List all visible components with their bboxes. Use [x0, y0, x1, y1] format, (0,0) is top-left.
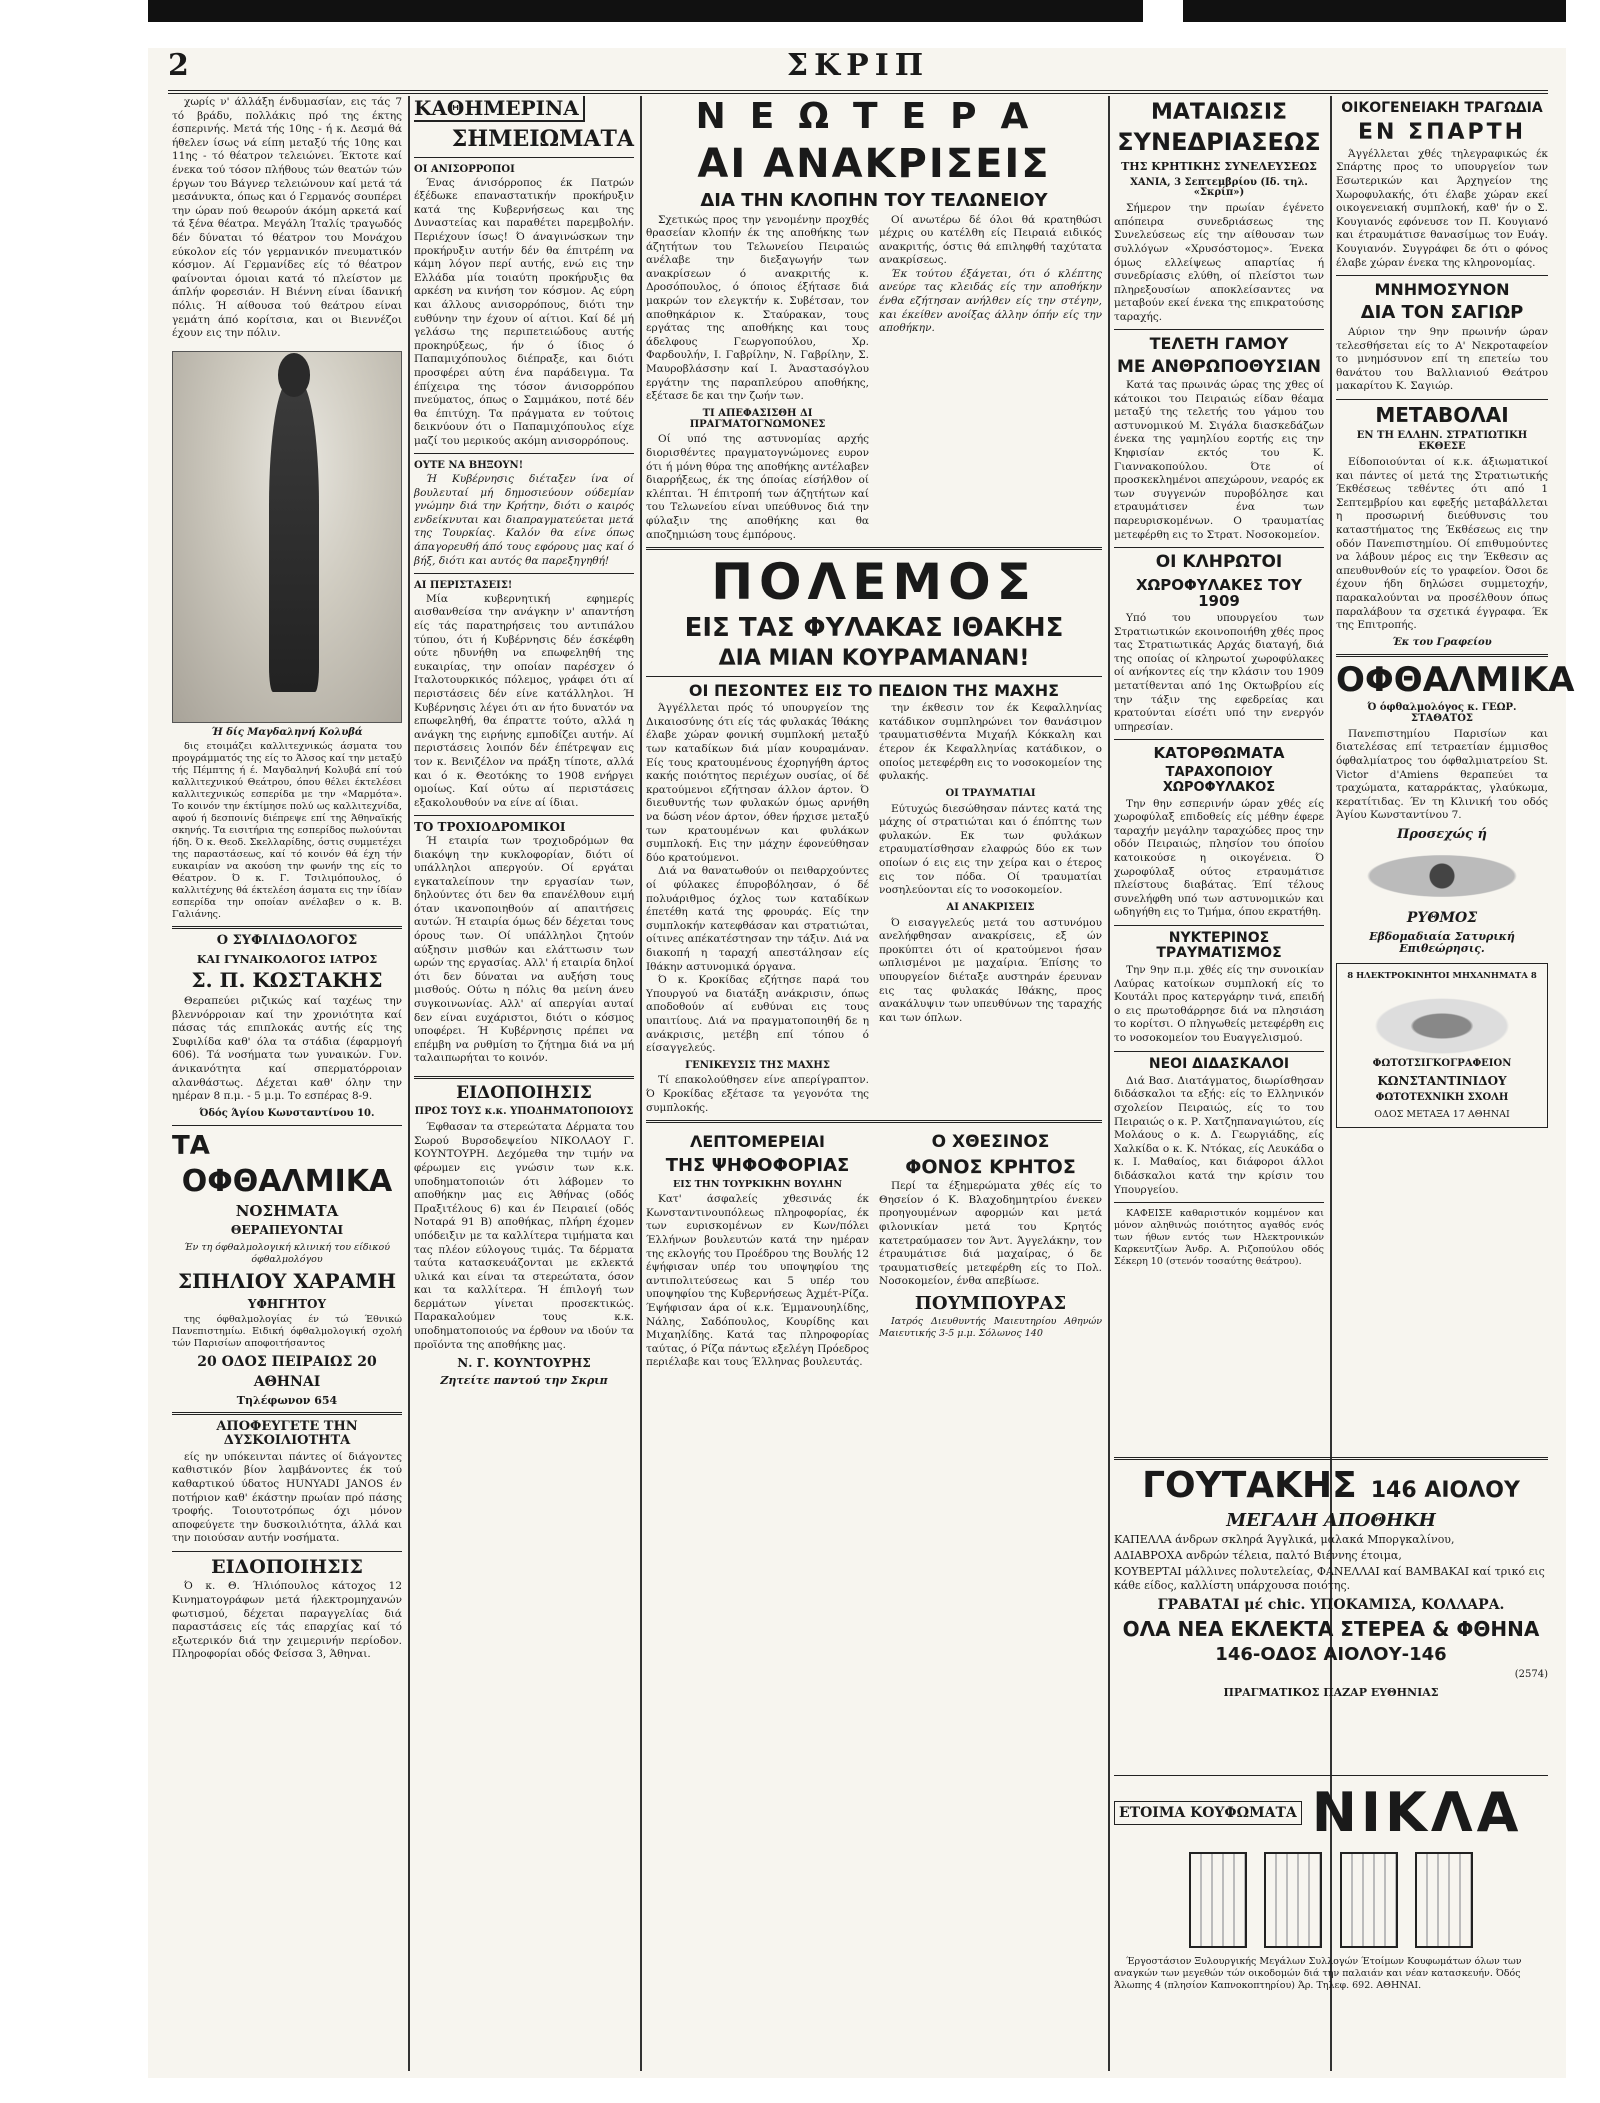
ophthalmology-ad-text: Έν τη όφθαλμολογική κλινική του είδικού όφθαλμολόγου	[184, 1242, 390, 1266]
goutakis-phone: (2574)	[1514, 1668, 1548, 1680]
divider	[414, 815, 634, 816]
teachers-title: ΝΕΟΙ ΔΙΔΑΣΚΑΛΟΙ	[1148, 1055, 1290, 1072]
crime-title: Ο ΧΘΕΣΙΝΟΣ	[931, 1132, 1050, 1153]
paper-name: ΣΚΡΙΠ	[786, 48, 930, 83]
doctor-ad-name: ΠΟΥΜΠΟΥΡΑΣ	[914, 1292, 1067, 1314]
goutakis-ad	[1114, 1452, 1548, 1762]
nikla-brand: ΝΙΚΛΑ	[1311, 1781, 1523, 1844]
ophthalmology-ad-subtitle: ΝΟΣΗΜΑΤΑ	[235, 1201, 339, 1220]
ophthalmology-ad-title: ΟΦΘΑΛΜΙΚΑ	[181, 1163, 393, 1199]
wounded-title: ΟΙ ΤΡΑΥΜΑΤΙΑΙ	[945, 787, 1036, 799]
divider	[1114, 925, 1324, 926]
fallen-title: ΟΙ ΠΕΣΟΝΤΕΣ ΕΙΣ ΤΟ ΠΕΔΙΟΝ ΤΗΣ ΜΑΧΗΣ	[688, 680, 1060, 700]
family-tragedy-text: Άγγέλλεται χθές τηλεγραφικώς έκ Σπάρτης προς το υπουργείον των Εσωτερικών και Άρχηγείον της Χωροφυλακής, ότι έλαβε χώραν εκεί οικογενειακή συμπλοκή, καθ' ήν ο Σ. Κουγιανός εφόνευσε τον Π. Κουγιανό και έτραυμάτισε θανασίμως τον Ευάγ. Κουγιανόν. Συγγράφει δε ότι ο φόνος έλαβε χώραν ένεκα της κληρονομίας.	[1336, 147, 1548, 269]
doctor-name: Σ. Π. ΚΩΣΤΑΚΗΣ	[191, 968, 383, 993]
ophthalmology-city: ΑΘΗΝΑΙ	[253, 1373, 321, 1390]
goutakis-line: 146-ΟΔΟΣ ΑΙΟΛΟΥ-146	[1215, 1644, 1447, 1666]
goutakis-line: ΟΛΑ ΝΕΑ ΕΚΛΕΚΤΑ ΣΤΕΡΕΑ & ΦΘΗΝΑ	[1122, 1616, 1540, 1641]
divider	[1114, 739, 1324, 740]
doctor-ad-subtitle: ΚΑΙ ΓΥΝΑΙΚΟΛΟΓΟΣ ΙΑΤΡΟΣ	[196, 952, 378, 966]
portrait-figure	[269, 381, 319, 692]
memorial-subtitle: ΔΙΑ ΤΟΝ ΣΑΓΙΩΡ	[1360, 302, 1524, 324]
leather-notice-title: ΕΙΔΟΠΟΙΗΣΙΣ	[456, 1083, 592, 1103]
section-title: ΟΥΤΕ ΝΑ ΒΗΞΟΥΝ!	[414, 460, 524, 472]
conscripts-text: Υπό του υπουργείου των Στρατιωτικών εκοινοποιήθη χθές προς τας Στρατιωτικάς Αρχάς διαταγή, διά της οποίας οί κληρωτοί χωροφύλακες οί ανήκοντες είς την κλάσιν του 1909 μετατίθενται από 1ης Οκτωβρίου είς την τάξιν της εφεδρείας και κρατούνται είσέτι υπό την ενεργόν υπηρεσίαν.	[1114, 611, 1324, 733]
forthcoming-label: Προσεχώς ή	[1397, 827, 1487, 843]
section-text: Μία κυβερνητική εφημερίς αισθανθείσα την ανάγκην ν' απαντήση είς τάς παρατηρήσεις του αντιπάλου τύπου, ότι ή Κυβέρνησις δέν έσκέφθη ούτε ηδυνήθη να επωφεληθή της ευκαιρίας, την οποίαν παρέσχεν ό Ιταλοτουρκικός πόλεμος, γράφει ότι αί περιστάσεις δέν είνε κατάλληλοι. Ή Κυβέρνησις λέγει ότι αν ήτο δυνατόν να επωφεληθή, θα έπραττε τούτο, αλλά η ανάγκη της ειρήνης εμποδίζει αυτήν. Αί περιστάσεις λοιπόν δέν έπέτρεψαν εις τον κ. Βενιζέλον να πράξη τίποτε, αλλά και ό κ. Θεοτόκης το 1908 ενήργει ομοίως. Καί ούτω αί περιστάσεις εξακολουθούν να είνε αί ίδιαι.	[414, 592, 634, 809]
nikla-label: ΕΤΟΙΜΑ ΚΟΥΦΩΜΑΤΑ	[1114, 1801, 1302, 1825]
coffee-ad-text: ΚΑΦΕΙΣΕ καθαριστικόν κομμένον και μόνον αληθινώς ποιότητος αγαθός ενός των ήθων εντός των Ηλεκτρονικών Καρκεντζίων Άνδρ. Α. Ριζοπούλου οδός Σέκερη 10 (στενόν τοσαύτης θεάτρου).	[1114, 1208, 1324, 1268]
constipation-ad-text: είς ην υπόκεινται πάντες οί διάγοντες καθιστικόν βίον λαμβάνοντες έκ τού καθαρτικού ύδατος HUNYADI JANOS έν ποτήριον καθ' έκάστην πρωίαν πρό πάσης τροφής. Τοιουτοτρόπως όχι μόνον αποφεύγετε την δυσκοιλιότητα, άλλά και την ποιούσαν αυτήν νοσήματα.	[172, 1450, 402, 1545]
door-image	[1264, 1852, 1322, 1948]
investigation-text: Έκ τούτου έξάγεται, ότι ό κλέπτης ανεύρε τας κλειδάς είς την αποθήκην ένθα εζήτησαν ανήλθεν είς την στέγην, και έκείθεν ανοίξας άλλην όπήν είς την αποθήκην.	[879, 267, 1102, 335]
family-tragedy-subtitle: ΕΝ ΣΠΑΡΤΗ	[1357, 120, 1527, 146]
goutakis-title: ΓΟΥΤΑΚΗΣ	[1142, 1465, 1357, 1506]
column-2	[414, 96, 634, 2071]
photo-studio-address: ΟΔΟΣ ΜΕΤΑΞΑ 17 ΑΘΗΝΑΙ	[1374, 1108, 1510, 1120]
divider	[1114, 329, 1324, 330]
ophthalmology-phone: Τηλέφωνον 654	[236, 1393, 338, 1407]
investigation-text: Σχετικώς προς την γενομένην προχθές θρασείαν κλοπήν έκ της αποθήκης των άζητήτων του Τελωνείου Πειραιώς ανέλαβε την διεξαγωγήν των ανακρίσεων ό ανακριτής κ. Δροσόπουλος, ό όποιος έξήτασε διά μακρών τον ελεγκτήν κ. Συβέτσαν, τον αποθηκάριον κ. Σταύρακαν, τους εργάτας της αποθήκης και τους άδελφους Γεωργοπούλου, Χρ. Φαρδουλήν, Ι. Γαβρίλην, Ν. Γαβρίλην, Σ. Μαυροβλάσσην καί Ι. Άναστασόγλου εργάτην της παραπλεύρου αποθήκης, εξέτασε δε και την ζωήν των.	[646, 213, 869, 403]
fallen-text: Άγγέλλεται πρός τό υπουργείον της Δικαιοσύνης ότι είς τάς φυλακάς Ίθάκης έλαβε χώραν φονική συμπλοκή μεταξύ των καταδίκων διά μίαν κουραμάναν. Είς τους κρατουμένους έχορηγήθη άρτος κακής ποιότητος περιέχων ουσίας, οί δέ κρατούμενοι εζήτησαν άλλον άρτον. Ό διευθυντής των φυλακών όμως αρνήθη να δώση νέον άρτον, όθεν ήρχισε μεταξύ των κρατουμένων και φυλάκων συμπλοκή. Εις την μάχην έφονεύθησαν δύο κρατούμενοι.	[646, 702, 869, 864]
page-number: 2	[168, 48, 189, 83]
divider	[414, 453, 634, 454]
crime-text: Περί τα έξημερώματα χθές είς το Θησείον ό Κ. Βλαχοδημητρίου ένεκεν προηγουμένων αφορμών και μετά φιλονικίαν μετά του Κρητός κατετραύμασεν τον Άντ. Άγγελάκην, τον έτραυμάτισε διά μαχαίρας, ό δε τραυματισθείς μετεφέρθη είς το Πολ. Νοσοκομείον, ένθα απεβίωσε.	[879, 1180, 1102, 1288]
divider	[1114, 1051, 1324, 1052]
goutakis-line: ΚΑΠΕΛΛΑ άνδρων σκληρά Άγγλικά, μαλακά Μποργκαλίνου,	[1114, 1533, 1455, 1547]
divider	[1336, 275, 1548, 276]
family-tragedy-title: ΟΙΚΟΓΕΝΕΙΑΚΗ ΤΡΑΓΩΔΙΑ	[1341, 100, 1543, 116]
kathimerina-subtitle: ΣΗΜΕΙΩΜΑΤΑ	[451, 126, 634, 152]
doctor-ad-title: Ο ΣΥΦΙΛΙΔΟΛΟΓΟΣ	[216, 933, 358, 949]
feats-text: Την θην εσπερινήν ώραν χθές είς χωροφύλαξ επιδοθείς είς μέθην έφερε ταραχήν μεγάλην ταραχώδες προς την οδόν Πειραιώς, πλησίον του όποίου κατοικούσε η οικογένεια. Ό χωροφύλαξ ούτος ετραυμάτισε πλείστους διαβάτας. Έπί τέλους συνελήφθη υπό των αστυνομικών και ωδηγήθη εις το Τμήμα, όπου εκρατήθη.	[1114, 797, 1324, 919]
divider	[172, 1125, 402, 1126]
column-5	[1336, 96, 1575, 1446]
divider	[646, 676, 1102, 677]
divider	[1336, 399, 1548, 400]
wedding-text: Κατά τας πρωινάς ώρας της χθες οί κάτοικοι του Πειραιώς είδαν θέαμα μεταξύ της τελετής του γάμου του αστυνομικού Μ. Σιγάλα διασκεδάζων ένεκα της γαμηλίου εορτής εις την Κηφισίαν εκτός του Κ. Γιαννακοπούλου. Ότε οί προσκεκλημένοι απεχώρουν, νεαρός εκ των συγγενών πυροβόλησε και ετραυμάτισεν ένα των παρευρισκομένων. Ο τραυματίας μετεφέρθη εις το Στρατ. Νοσοκομείον.	[1114, 379, 1324, 541]
ophthalmic-ad-text: Πανεπιστημίου Παρισίων και διατελέσας επί τετραετίαν έμμισθος όφθαλμίατρος του όφθαλμιατρείου St. Victor d'Amiens θεραπεύει τα τραχώματα, καταρράκτας, γλαύκωμα, κερατίτιδας. Έν τη Κλινική του οδός Άγίου Κωνσταντίνου 7.	[1336, 727, 1548, 822]
night-injury-text: Την 9ην π.μ. χθές είς την συνοικίαν Λαύρας κατοίκων συμπλοκή είς το Κουτάλι προς κατεργάρην τινά, επειδή ο εις πρωτοθάρρησε διά να πλησιάση το κορίτσι. Ο πληγωθείς μετεφέρθη εις το νοσοκομείον του Ευαγγελισμού.	[1114, 964, 1324, 1045]
section-text: Ένας άνισόρροπος έκ Πατρών έξέδωκε επαναστατικήν προκήρυξιν κατά της Κυβερνήσεως και της Δυναστείας και παραθέτει παρεμβολήν. Περιέχουν ίσως! Ό άναγινώσκων την προκήρυξιν αυτήν δέν θα έπιτρέπη να κάμη λόγον περί αυτής, ενώ εις την Ελλάδα μία τοιαύτη προκήρυξις θα αρκέση να κινήση τον κόσμον. Ας εύρη και άλλους ανισορρόπους, διότι την ευθύνην την έχουν οί αίτιοι. Καί δέ μή γελάσω της περιπετειώδους αυτής προκηρύξεως, ήν ό ίδιος ό Παπαμιχόπουλος διέπραξε, και διότι προσφέρει αύτη ένα παράδειγμα. Τα έπίχειρα της τόσον άνισορρόπου πνεύματος, όπως ο Σαμμάκου, ποτέ δέν θα έπιτύχη. Τα πράγματα εν τούτοις δεικνύουν ότι ο Παπαμιχόπουλος είχε μαζί του μερικούς ακόμη ανισορρόπους.	[414, 176, 634, 447]
war-title: ΠΟΛΕΜΟΣ	[711, 553, 1037, 612]
wounded-text: Εύτυχώς διεσώθησαν πάντες κατά της μάχης οί στρατιώται και ό έπόπτης των φυλακών. Εκ των φυλάκων ετραυματίσθησαν ελαφρώς δύο εκ των οποίων ό εις εις την χείρα και ο έτερος εις τον πόδα. Οί τραυματίαι νοσηλεύονται είς το νοσοκομείον.	[879, 802, 1102, 897]
war-subtitle: ΕΙΣ ΤΑΣ ΦΥΛΑΚΑΣ ΙΘΑΚΗΣ	[684, 613, 1064, 644]
vote-subtitle: ΤΗΣ ΨΗΦΟΦΟΡΙΑΣ	[665, 1154, 850, 1176]
inquiry-title: ΑΙ ΑΝΑΚΡΙΣΕΙΣ	[946, 901, 1035, 913]
investigation-subtitle: ΔΙΑ ΤΗΝ ΚΛΟΠΗΝ ΤΟΥ ΤΕΛΩΝΕΙΟΥ	[700, 190, 1048, 212]
fallen-text: την έκθεσιν τον έκ Κεφαλληνίας κατάδικον συμπληρώνει τον θανάσιμον τραυματισθέντα Μιχαήλ Κόκκαλη και έτερον έκ Κεφαλληνίας κατάδικον, ο οποίος μετεφέρθη εις το νοσοκομείον της φυλακής.	[879, 702, 1102, 783]
teachers-text: Διά Βασ. Διατάγματος, διωρίσθησαν διδάσκαλοι τα εξής: είς το Ελληνικόν σχολείον Πειραιώς, είς το του Πειραιώς ο κ. Ρ. Χατζηπαναγιώτου, είς Μολάους ο κ. Δ. Γεωργιάδης, είς Χαλκίδα ο κ. Κ. Ντόκας, είς Λευκάδα ο κ. Ι. Μαθαίος, και διάφοροι άλλοι διδάσκαλοι κατά την κρίσιν του Υπουργείου.	[1114, 1074, 1324, 1196]
section-title: ΟΙ ΑΝΙΣΟΡΡΟΠΟΙ	[414, 164, 515, 175]
ophthalmology-ad-text-2: της όφθαλμολογίας έν τώ Έθνικώ Πανεπιστημίω. Ειδική όφθαλμολογική σχολή τών Παρισίων αποφοιτήσαντος	[172, 1313, 402, 1349]
divider	[172, 1412, 402, 1415]
goutakis-line: ΠΡΑΓΜΑΤΙΚΟΣ ΠΑΖΑΡ ΕΥΘΗΝΙΑΣ	[1223, 1685, 1439, 1699]
nikla-text: Έργοστάσιον Ξυλουργικής Μεγάλων Συλλογών Έτοίμων Κουφωμάτων όλων των αναγκών των μεγεθών τών οικοδομών διά την παλαιάν και νέαν κατασκευήν. Όδός Άλωπης 4 (πλησίον Καπνοκοπτηρίου) Άρ. Τηλεφ. 692. ΑΘΗΝΑΙ.	[1114, 1956, 1522, 1991]
fallen-text: Διά να θανατωθούν οι πειθαρχούντες οί φύλακες έπυροβόλησαν, ό δέ πολυάριθμος όχλος των καταδίκων έπετέθη κατά της φρουράς. Είς την συμπλοκήν κατεφθάσαν και στρατιώται, οίτινες απέκατέστησαν την τάξιν. Διά να διακοπή η ταραχή απεστάλησαν είς Ιθάκην αστυνομικά όργανα.	[646, 865, 869, 973]
portrait-photo	[172, 351, 402, 723]
wedding-subtitle: ΜΕ ΑΝΘΡΩΠΟΘΥΣΙΑΝ	[1117, 356, 1321, 377]
ornament-image	[1336, 846, 1548, 906]
masthead	[168, 48, 1548, 94]
vote-title: ΛΕΠΤΟΜΕΡΕΙΑΙ	[689, 1132, 825, 1152]
night-injury-title: ΝΥΚΤΕΡΙΝΟΣ ΤΡΑΥΜΑΤΙΣΜΟΣ	[1156, 929, 1282, 961]
divider	[1114, 1457, 1548, 1460]
conscripts-title: ΟΙ ΚΛΗΡΩΤΟΙ	[1155, 552, 1283, 573]
photo-studio-owner: ΚΩΝΣΤΑΝΤΙΝΙΔΟΥ	[1377, 1073, 1507, 1088]
doctor-ad-text: Θεραπεύει ριζικώς καί ταχέως την βλεννόρροιαν καί την χρονιότητα καί πάσας τάς επιπλοκάς αυτής είς της Συφιλίδα καθ' όλα τα στάδια (έφαρμογή 606). Τά νοσήματα των γυναικών. Γυν. άνικανότητα καί σπερματόρροιαν αλανθάστως. Δέχεται καθ' όλην την ημέραν 8 π.μ. - 5 μ.μ. Το εσπέρας 8-9.	[172, 994, 402, 1103]
section-title: ΑΙ ΠΕΡΙΣΤΑΣΕΙΣ!	[414, 580, 513, 592]
goutakis-line: ΓΡΑΒΑΤΑΙ μέ chic. ΥΠΟΚΑΜΙΣΑ, ΚΟΛΛΑΡΑ.	[1157, 1597, 1505, 1614]
war-subtitle-2: ΔΙΑ ΜΙΑΝ ΚΟΥΡΑΜΑΝΑΝ!	[718, 646, 1030, 672]
ophthalmic-ad-title: ΟΦΘΑΛΜΙΚΑ	[1336, 659, 1575, 700]
divider	[172, 1551, 402, 1552]
goutakis-line: ΑΔΙΑΒΡΟΧΑ ανδρών τέλεια, παλτό Βιέννης έτοιμα,	[1114, 1549, 1402, 1563]
changes-signature: Έκ του Γραφείου	[1392, 636, 1492, 648]
feats-subtitle: ΤΑΡΑΧΟΠΟΙΟΥ ΧΩΡΟΦΥΛΑΚΟΣ	[1162, 765, 1276, 795]
divider	[1114, 1202, 1324, 1203]
ophthalmology-address: 20 ΟΔΟΣ ΠΕΙΡΑΙΩΣ 20	[197, 1353, 377, 1370]
investigation-text: Οί υπό της αστυνομίας αρχής διορισθέντες πραγματογνώμονες ευρον ότι ή μόνη θύρα της αποθήκης αντέλαβεν διαρρήξεως, έκ της όποίας είσήλθον οί κλέπται. Ή έπιτροπή των άζητήτων καί του Τελωνείου είναι υπεύθυνος διά την φύλαξιν της αποθήκης και θα αποζημιώση τους έμπόρους.	[646, 433, 869, 541]
investigation-text: Οί ανωτέρω δέ όλοι θά κρατηθώσι μέχρις ου κατέλθη είς Πειραιά ειδικός ανακριτής, όστις θά επιληφθή ταχύτατα ανακρίσεως.	[879, 213, 1102, 267]
vain-text: Σήμερον την πρωίαν έγένετο απόπειρα συνεδριάσεως της Συνελεύσεως είς την αίθουσαν των συλλόγων «Χρυσόστομος». Ένεκα όμως ελλείψεως απαρτίας ή συνεδρίασις ελύθη, οί πλείστοι των πληρεξουσίων αποκλείσαντες να μεταβούν εκεί ένεκα της επικρατούσης ταραχής.	[1114, 202, 1324, 323]
goutakis-line: ΚΟΥΒΕΡΤΑΙ μάλλινες πολυτελείας, ΦΑΝΕΛΛΑΙ καί ΒΑΜΒΑΚΑΙ καί τρικό εις κάθε είδος, καλλίστη υπάρχουσα ποιότης.	[1114, 1565, 1545, 1593]
leather-notice-text: Έφθασαν τα στερεώτατα Δέρματα του Σωρού Βυρσοδεψείου ΝΙΚΟΛΑΟΥ Γ. ΚΟΥΝΤΟΥΡΗ. Δεχόμεθα την τιμήν να φέρωμεν εις γνώσιν των κ.κ. υποδηματοποιών ότι λάβομεν το αποθήκην μας εις Άθήνας (οδός Πραξιτέλους 6) και έν Πειραιεί (οδός Νοταρά 91 Β) αποθήκας, πλήρη έχομεν υπόδειξιν με τα καλλίτερα τιμήματα και τας πλέον εύλογους τιμάς. Τα δέρματα ταύτα κατασκευάζονται με εκλεκτά υλικά και είναι τα στερεώτατα, όσον και τα καλλίτερα. Ή έπιλογή των δερμάτων γίνεται προσεκτικώς. Παρακαλούμεν τους κ.κ. υποδηματοποιούς να έρθουν να ιδούν τα προϊόντα της αποθήκης μας.	[414, 1121, 634, 1351]
changes-title: ΜΕΤΑΒΟΛΑΙ	[1375, 402, 1509, 427]
vote-subtitle-2: ΕΙΣ ΤΗΝ ΤΟΥΡΚΙΚΗΝ ΒΟΥΛΗΝ	[672, 1178, 843, 1190]
conscripts-subtitle: ΧΩΡΟΦΥΛΑΚΕΣ ΤΟΥ 1909	[1135, 575, 1303, 610]
inquiry-text: Ό εισαγγελεύς μετά του αστυνόμου ανελήφθησαν ανακρίσεις, εξ ών προκύπτει ότι οί κρατούμενοι ήσαν ωπλισμένοι με μαχαίρια. Έπίσης το υπουργείον διέταξε αυστηράν έρευναν εις τας φυλακάς Ιθάκης, προς ανακάλυψιν των υπευθύνων της ταραχής και των όπλων.	[879, 916, 1102, 1024]
constipation-ad-title: ΑΠΟΦΕΥΓΕΤΕ ΤΗΝ ΔΥΣΚΟΙΛΙΟΤΗΤΑ	[216, 1418, 358, 1448]
vain-subtitle: ΣΥΝΕΔΡΙΑΣΕΩΣ	[1117, 127, 1321, 156]
photo-caption-title: Ή δίς Μαγδαληνή Κολυβά	[211, 726, 363, 738]
section-text: Ή Κυβέρνησις διέταξεν ίνα οί βουλευταί μή δημοσιεύουν ούδεμίαν γνώμην διά την Κρήτην, διότι ο καιρός ενδείκνυται και διαπραγματεύεται μετά της Τουρκίας. Καλόν θα είνε όπως άπαγορευθή άπό τους εφόρους μας καί ό βήξ, διότι και αυτός θα παρεξηγηθή!	[414, 473, 634, 567]
column-rule	[408, 96, 410, 2071]
changes-text: Είδοποιούνται οί κ.κ. άξιωματικοί και πάντες οί μετά της Στρατιωτικής Έκθέσεως τεθέντες ότι από 1 Σεπτεμβρίου και εφεξής μεταβάλλεται η προσωρινή διεύθυνσις του καταστήματος της Έκθέσεως εις την οδόν Πανεπιστημίου. Οί επιθυμούντες να λάβουν μέρος εις την Έκθεσιν ας απευθυνθούν είς το γραφείον. Όσοι δε έχουν ήδη δηλώσει συμμετοχήν, παρακαλούνται να προσέλθουν όπως παραλάβουν τα σχετικά έγγραφα. Έκ της Επιτροπής.	[1336, 456, 1548, 632]
investigation-title: ΑΙ ΑΝΑΚΡΙΣΕΙΣ	[697, 140, 1051, 187]
vain-subtitle-2: ΤΗΣ ΚΡΗΤΙΚΗΣ ΣΥΝΕΛΕΥΣΕΩΣ	[1121, 159, 1317, 173]
divider	[646, 1120, 1102, 1123]
fallen-text: Ό κ. Κροκίδας εζήτησε παρά του Υπουργού να διατάξη ανάκρισιν, όπως αποδοθούν αί ευθύναι εις τους υπαιτίους. Διά να πραγματοποιηθή δε η ανάκρισις, μετέβη επί τόπου ό είσαγγελεύς.	[646, 974, 869, 1055]
divider	[1114, 1775, 1548, 1776]
photo-studio-top: 8 ΗΛΕΚΤΡΟΚΙΝΗΤΟΙ ΜΗΧΑΝΗΜΑΤΑ 8	[1347, 970, 1537, 981]
column-3	[646, 96, 1102, 2071]
column-rule	[640, 96, 642, 2071]
door-image	[1415, 1852, 1473, 1948]
photo-studio-school: ΦΩΤΟΤΕΧΝΙΚΗ ΣΧΟΛΗ	[1375, 1091, 1509, 1103]
news-heading: ΝΕΩΤΕΡΑ	[695, 96, 1053, 137]
ta-heading: ΤΑ	[172, 1130, 210, 1161]
divider	[172, 926, 402, 929]
photo-studio-emblem	[1341, 984, 1543, 1054]
fallen-subheading: ΓΕΝΙΚΕΥΣΙΣ ΤΗΣ ΜΑΧΗΣ	[685, 1059, 830, 1071]
divider	[1114, 547, 1324, 548]
goutakis-store: ΜΕΓΑΛΗ ΑΠΟΘΗΚΗ	[1226, 1510, 1436, 1531]
top-border-gap	[1143, 0, 1183, 22]
divider	[646, 547, 1102, 550]
fallen-text: Τί επακολούθησεν είνε απερίγραπτον. Ό Κροκίδας εξέτασε τα γεγονότα της συμπλοκής.	[646, 1074, 869, 1114]
leather-notice-subtitle: ΠΡΟΣ ΤΟΥΣ κ.κ. ΥΠΟΔΗΜΑΤΟΠΟΙΟΥΣ	[414, 1106, 634, 1118]
divider	[414, 1076, 634, 1079]
intro-text: χωρίς ν' άλλάξη ένδυμασίαν, εις τάς 7 τό βράδυ, πολλάκις πρό της έκτης έσπερινής. Μετά τής 10ης - ή κ. Δεσμά θά ήθελεν ίσως νά είπη μεταξύ τής 10ης και 11ης - τό θέατρον τελειώνει. Έκτοτε καί ένεκα τού τόσον πλήθους τών θεατών τών έργων του Βάγνερ τελειώνουν καί μετά τά μεσάνυκτα, όπως και ό Γερμανός σουπέρει την ώραν πού θεωρούν άκόμη αρκετά καί τά ξένα θέατρα. Μεγάλη Ίταλίς τραγωδός δέν δύναται τό θέατρον του Μονάχου εύκολον είς τόν γερμανικόν πνευματικόν κόσμον. Αί Γερμανίδες είς τό θέατρον φαίνονται όμοιαι κατά τό πλείστον με άπλήν φορεσιάν. Η Βιέννη είναι ίδανική πόλις. Ή αίθουσα τού θεάτρου είναι γεμάτη άπό κορίτσια, και οι Βιεννέζοι έχουν εις την πόλιν.	[172, 96, 402, 340]
investigation-subheading: ΤΙ ΑΠΕΦΑΣΙΣΘΗ ΔΙ ΠΡΑΓΜΑΤΟΓΝΩΜΟΝΕΣ	[689, 407, 826, 430]
ophthalmologist-name: ΣΠΗΛΙΟΥ ΧΑΡΑΜΗ	[177, 1269, 397, 1294]
memorial-title: ΜΝΗΜΟΣΥΝΟΝ	[1374, 280, 1510, 300]
memorial-text: Αύριον την 9ην πρωινήν ώραν τελεσθήσεται είς το Α' Νεκροταφείον το μνημόσυνον επί τη επετείω του θανάτου του Βαλλιανιού Θεάτρου μακαρίτου Κ. Σαγιώρ.	[1336, 325, 1548, 393]
section-title: ΤΟ ΤΡΟΧΙΟΔΡΟΜΙΚΟΙ	[414, 820, 566, 835]
changes-subtitle: ΕΝ ΤΗ ΕΛΛΗΝ. ΣΤΡΑΤΙΩΤΙΚΗ ΕΚΘΕΣΕ	[1356, 430, 1528, 453]
vain-dateline: ΧΑΝΙΑ, 3 Σεπτεμβρίου (Ιδ. τηλ. «Σκρίπ»)	[1130, 176, 1308, 199]
notice-title: ΕΙΔΟΠΟΙΗΣΙΣ	[211, 1555, 363, 1578]
page-top-border	[148, 0, 1566, 22]
vote-text: Κατ' άσφαλείς χθεσινάς έκ Κωνσταντινουπόλεως πληροφορίας, έκ των ευρισκομένων εν Κων/πόλει Έλλήνων βουλευτών κατά την ημέραν της εκλογής του Προέδρου της Βουλής 12 έψήφισαν υπέρ του υποψηφίου της αντιπολιτεύσεως και 5 υπέρ του υποψηφίου της Κυβερνήσεως Άχμέτ-Ρίζα. Έψήφισαν άρα οί κ.κ. Έμμανουηλίδης, Νάλης, Σαδόπουλος, Κουρίδης και Μιχαηλίδης. Κατά τας πληροφορίας ταύτας, ό Ρίζα πάντως εξελέγη Πρόεδρος περιέλαβε και τους Έλληνας βουλευτάς.	[646, 1193, 869, 1369]
divider	[1336, 654, 1548, 657]
divider	[414, 573, 634, 574]
ask-for-paper: Ζητείτε παντού την Σκριπ	[440, 1374, 608, 1388]
doctor-address: Όδός Άγίου Κωνσταντίνου 10.	[199, 1107, 375, 1119]
goutakis-address: 146 ΑΙΟΛΟΥ	[1370, 1478, 1520, 1503]
feats-title: ΚΑΤΟΡΘΩΜΑΤΑ	[1153, 744, 1285, 763]
nikla-ad	[1114, 1770, 1548, 2070]
rythmos-brand: ΡΥΘΜΟΣ	[1406, 910, 1478, 927]
photo-caption-text: δις ετοιμάζει καλλιτεχνικώς άσματα του προγράμματός της είς το Άλσος καί την μεταξύ τής Πέμπτης ή έ. Μαγδαληνή Κολυβά επί τού καλλιτεχνικού Θεάτρου, όπου θέλει έκτελέσει καλλιτεχνικώς εσπερίδα με την «Μαρμότα». Το κοινόν την έκτίμησε πολύ ως καλλιτεχνίδα, αφού ή δεσποινίς διέπρεψε επί της Άθηναϊκής σκηνής. Τα εισιτήρια της εσπερίδος πωλούνται ήδη. Ό κ. Θεοδ. Σκελλαρίδης, όστις συμμετέχει της παραστάσεως, καί τό κοινόν θά έχη τήν ευκαιρίαν να ακούση την φωνήν της είς το Θέατρον. Ό κ. Γ. Τσιλιμόπουλος, ό καλλιτέχνης θά έκτελέση άσματα εις την ίδίαν εσπερίδα την οποίαν ανέλαβεν ο κ. Β. Γαλιάνης.	[172, 741, 402, 921]
ophthalmic-ad-doctor: Ό όφθαλμολόγος κ. ΓΕΩΡ. ΣΤΑΘΑΤΟΣ	[1367, 702, 1517, 725]
photo-studio-name: ΦΩΤΟΤΣΙΓΚΟΓΡΑΦΕΙΟΝ	[1372, 1058, 1512, 1070]
ophthalmologist-role: ΥΦΗΓΗΤΟΥ	[247, 1296, 327, 1311]
rythmos-text: Εβδομαδιαία Σατυρική Επιθεώρησις.	[1369, 930, 1515, 956]
leather-notice-signature: Ν. Γ. ΚΟΥΝΤΟΥΡΗΣ	[457, 1356, 591, 1371]
kathimerina-title: ΚΑΘΗΜΕΡΙΝΑ	[414, 96, 585, 122]
notice-text: Ό κ. Θ. Ήλιόπουλος κάτοχος 12 Κινηματογράφων μετά ήλεκτρομηχανών φωτισμού, δέχεται παραγγελίας διά παραστάσεις είς τάς επαρχίας καί τό εξωτερικόν διά την χειμερινήν περίοδον. Πληροφορίαι οδός Φείσσα 3, Άθηναι.	[172, 1580, 402, 1661]
section-text: Ή εταιρία των τροχιοδρόμων θα διακόψη την κυκλοφορίαν, διότι οί υπάλληλοι απεργούν. Οί εργάται εγκαταλείπουν την εργασίαν των, δηλούντες ότι δεν θα επανέλθουν ειμή όταν ικανοποιηθούν αί απαιτήσεις αυτών. Ή εταιρία όμως δέν δέχεται τους όρους των. Οί υπάλληλοι ζητούν αύξησιν μισθών και ελάττωσιν των ωρών της εργασίας. Αλλ' ή εταιρία δηλοί ότι δεν δύναται να αυξήση τους μισθούς. Ούτω η πόλις θα μείνη άνευ συγκοινωνίας. Αλλ' αί απεργίαι αυταί δεν είναι ευχάριστοι, διότι ο κόσμος υποφέρει. Ή Κυβέρνησις πρέπει να επέμβη να ρυθμίση το ζήτημα διά να μή ταλαιπωρήται το κοινόν.	[414, 834, 634, 1065]
door-image	[1340, 1852, 1398, 1948]
door-image	[1189, 1852, 1247, 1948]
doctor-ad-text: Ιατρός Διευθυντής Μαιευτηρίου Αθηνών Μαιευτικής 3-5 μ.μ. Σόλωνος 140	[879, 1316, 1102, 1340]
wedding-title: ΤΕΛΕΤΗ ΓΑΜΟΥ	[1149, 334, 1289, 354]
column-rule	[1108, 96, 1110, 2071]
door-illustrations	[1114, 1852, 1548, 1948]
column-1	[172, 96, 402, 2071]
crime-subtitle: ΦΟΝΟΣ ΚΡΗΤΟΣ	[905, 1155, 1076, 1178]
ophthalmology-ad-subtitle-2: ΘΕΡΑΠΕΥΟΝΤΑΙ	[230, 1223, 344, 1238]
divider	[414, 157, 634, 158]
vain-title: ΜΑΤΑΙΩΣΙΣ	[1150, 100, 1288, 125]
column-4	[1114, 96, 1324, 1446]
photo-studio-ad	[1336, 963, 1548, 1128]
